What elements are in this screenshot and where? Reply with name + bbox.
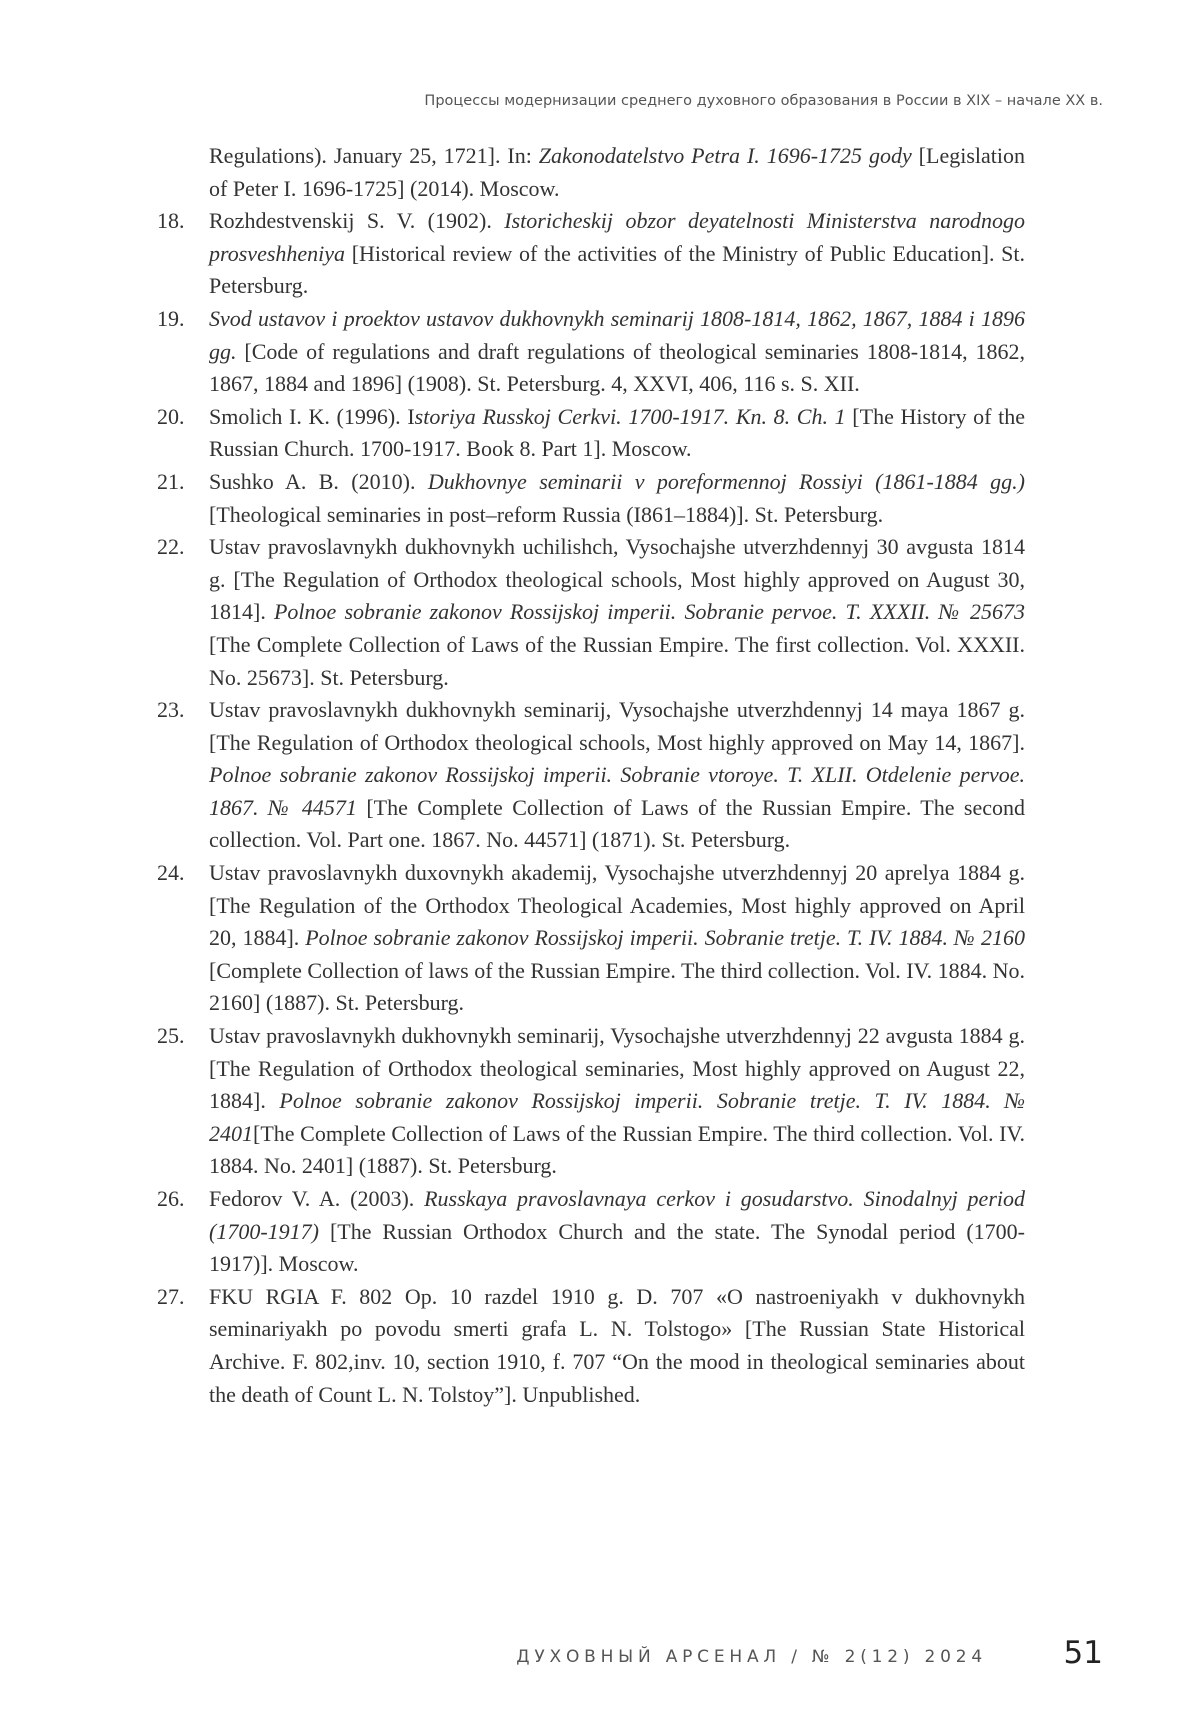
reference-item [157, 857, 1025, 1020]
reference-item [157, 205, 1025, 303]
reference-body [209, 1281, 1025, 1411]
reference-text: FKU RGIA F. 802 Op. 10 razdel 1910 g. D. 707 «O nastroeniyakh v dukhovnykh seminariyakh po povodu smerti grafa L. N. Tolstogo» [The Russian State Historical Archive. F. 802,inv. 10, section 1910, f. 707 “On the mood in theological seminaries about the death of Count L. N. Tolstoy”]. Unpublished. [209, 1283, 1025, 1407]
reference-title: Polnoe sobranie zakonov Rossijskoj imperii. Sobranie tretje. T. IV. 1884. № 2160 [305, 925, 1026, 951]
reference-body [209, 303, 1025, 401]
running-header: Процессы модернизации среднего духовного образования в России в XIX – начале XX в. [424, 93, 1103, 109]
reference-number: 19. [157, 305, 185, 331]
page-number: 51 [1063, 1635, 1103, 1671]
reference-item [157, 1281, 1025, 1411]
reference-text: [The Complete Collection of Laws of the Russian Empire. The first collection. Vol. XXXII. No. 25673]. St. Petersburg. [209, 631, 1025, 690]
reference-text: [The Russian Orthodox Church and the state. The Synodal period (1700-1917)]. Moscow. [209, 1218, 1025, 1277]
reference-text: [Historical review of the activities of the Ministry of Public Education]. St. Petersburg. [209, 240, 1025, 299]
reference-text: Ustav pravoslavnykh dukhovnykh uchilishch, Vysochajshe utverzhdennyj 30 avgusta 1814 g. [The Regulation of Orthodox theological schools, Most highly approved on August 30, 1814]. [209, 534, 1025, 625]
reference-text: [The Complete Collection of Laws of the Russian Empire. The second collection. Vol. Part one. 1867. No. 44571] (1871). St. Petersburg. [209, 794, 1025, 853]
reference-number: 20. [157, 403, 185, 429]
footer-journal-title: ДУХОВНЫЙ АРСЕНАЛ / № 2(12) 2024 [516, 1647, 987, 1667]
reference-text: Ustav pravoslavnykh dukhovnykh seminarij, Vysochajshe utverzhdennyj 14 maya 1867 g. [The Regulation of Orthodox theological schools, Most highly approved on May 14, 1867]. [209, 697, 1025, 755]
reference-title: Polnoe sobranie zakonov Rossijskoj imperii. Sobranie vtoroye. T. XLII. Otdelenie pervoe. 1867. № 44571 [209, 762, 1025, 820]
reference-body [209, 466, 1025, 531]
reference-title: Dukhovnye seminarii v poreformennoj Rossiyi (1861-1884 gg.) [427, 468, 1025, 494]
reference-continuation [157, 140, 1025, 205]
reference-item [157, 401, 1025, 466]
reference-body [209, 1183, 1025, 1281]
reference-text: Sushko A. B. (2010). [209, 468, 428, 494]
reference-number: 25. [157, 1023, 185, 1049]
reference-number: 21. [157, 468, 185, 494]
reference-body [209, 531, 1025, 694]
reference-title: storiya Russkoj Cerkvi. 1700-1917. Kn. 8. Ch. 1 [414, 403, 846, 429]
reference-body [209, 401, 1025, 466]
reference-title: Zakonodatelstvo Petra I. 1696-1725 gody [538, 143, 912, 168]
reference-item [157, 466, 1025, 531]
reference-list [157, 140, 1025, 1411]
reference-title: Svod ustavov i proektov ustavov dukhovnykh seminarij 1808-1814, 1862, 1867, 1884 i 1896 gg. [209, 305, 1025, 364]
reference-body [209, 694, 1025, 857]
reference-text: Ustav pravoslavnykh duxovnykh akademij, Vysochajshe utverzhdennyj 20 aprelya 1884 g. [The Regulation of the Orthodox Theological Academies, Most highly approved on April 20, 1884]. [209, 860, 1025, 951]
reference-text: [Theological seminaries in post–reform Russia (I861–1884)]. St. Petersburg. [209, 501, 884, 527]
reference-title: Istoricheskij obzor deyatelnosti Ministerstva narodnogo prosveshheniya [209, 208, 1025, 266]
reference-item [157, 303, 1025, 401]
reference-item [157, 1020, 1025, 1183]
reference-number: 24. [157, 860, 185, 886]
reference-item [157, 1183, 1025, 1281]
reference-body [209, 205, 1025, 303]
reference-text: [Code of regulations and draft regulations of theological seminaries 1808-1814, 1862, 1867, 1884 and 1896] (1908). St. Petersburg. 4, XXVI, 406, 116 s. S. XII. [209, 338, 1025, 397]
reference-text: Rozhdestvenskij S. V. (1902). [209, 208, 505, 234]
reference-text: Regulations). January 25, 1721]. In: [209, 143, 539, 168]
reference-text: Ustav pravoslavnykh dukhovnykh seminarij, Vysochajshe utverzhdennyj 22 avgusta 1884 g. [The Regulation of Orthodox theological seminaries, Most highly approved on August 22, 1884]. [209, 1023, 1025, 1114]
reference-body [209, 857, 1025, 1020]
reference-text: [Legislation of Peter I. 1696-1725] (2014). Moscow. [209, 143, 1025, 201]
reference-number: 22. [157, 534, 185, 560]
reference-text: Smolich I. K. (1996). I [209, 403, 415, 429]
reference-text: [The History of the Russian Church. 1700-1917. Book 8. Part 1]. Moscow. [209, 403, 1026, 462]
reference-body [209, 1020, 1025, 1183]
reference-number: 26. [157, 1186, 185, 1211]
reference-title: Polnoe sobranie zakonov Rossijskoj imperii. Sobranie pervoe. T. XXXII. № 25673 [273, 599, 1025, 625]
reference-items [157, 205, 1025, 1411]
reference-item [157, 531, 1025, 694]
reference-text: Fedorov V. A. (2003). [209, 1186, 425, 1211]
reference-title: Polnoe sobranie zakonov Rossijskoj imperii. Sobranie tretje. T. IV. 1884. № 2401 [209, 1088, 1025, 1146]
reference-number: 23. [157, 697, 185, 723]
reference-title: Russkaya pravoslavnaya cerkov i gosudarstvo. Sinodalnyj period (1700-1917) [209, 1186, 1025, 1244]
reference-item [157, 694, 1025, 857]
reference-text: [Complete Collection of laws of the Russian Empire. The third collection. Vol. IV. 1884. No. 2160] (1887). St. Petersburg. [209, 957, 1025, 1016]
reference-number: 27. [157, 1283, 185, 1309]
reference-text: [The Complete Collection of Laws of the Russian Empire. The third collection. Vol. IV. 1884. No. 2401] (1887). St. Petersburg. [209, 1120, 1025, 1179]
reference-number: 18. [157, 208, 185, 234]
